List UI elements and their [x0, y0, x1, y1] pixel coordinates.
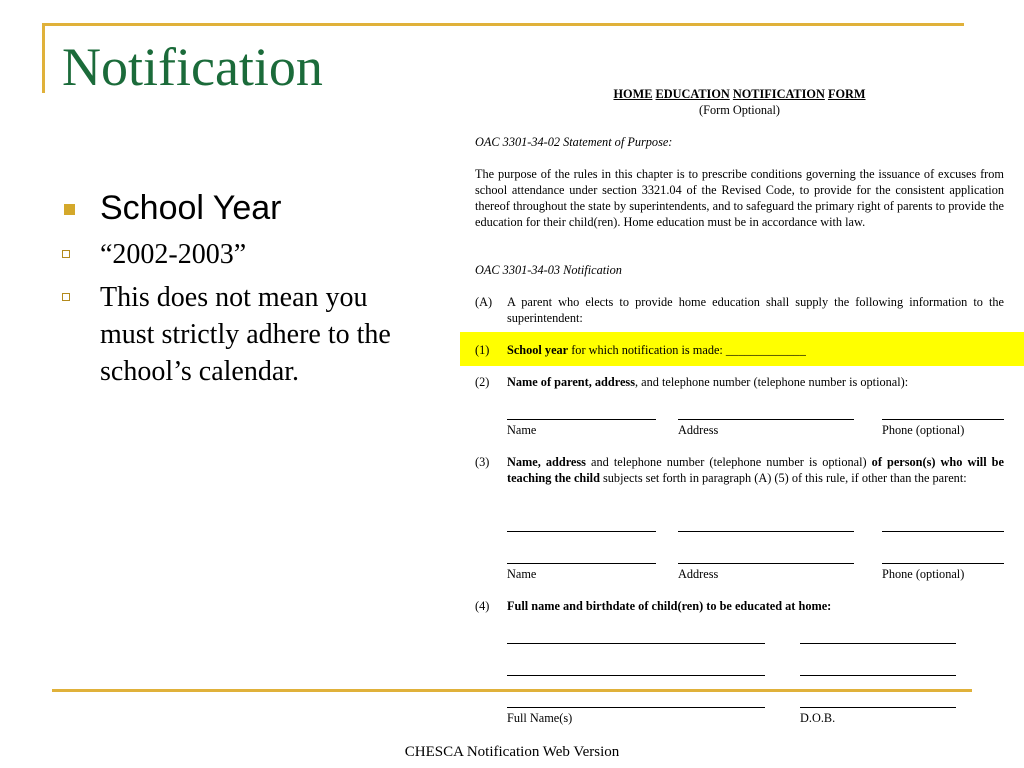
field-label: Address [678, 423, 719, 437]
form-subtitle: (Form Optional) [699, 103, 780, 117]
blank-line [507, 643, 765, 644]
section-heading: OAC 3301-34-02 Statement of Purpose: [475, 135, 673, 149]
blank-line [678, 563, 854, 564]
item-number: (2) [475, 375, 490, 389]
item-number: (4) [475, 599, 490, 613]
field-label: Name [507, 423, 537, 437]
blank-line [507, 675, 765, 676]
blank-line [800, 707, 956, 708]
item-text: Full name and birthdate of child(ren) to be educated at home: [507, 599, 832, 613]
bullet-text: This does not mean you must strictly adhere to the school’s calendar. [100, 282, 391, 387]
field-label: D.O.B. [800, 711, 836, 725]
bullet-main [62, 186, 402, 230]
item-number: (1) [475, 343, 490, 357]
item-number: (3) [475, 455, 490, 469]
blank-line [882, 563, 1004, 564]
field-label: Phone (optional) [882, 423, 965, 437]
blank-line [882, 419, 1004, 420]
blank-line [800, 643, 956, 644]
blank-line [800, 675, 956, 676]
bullet-list [62, 186, 402, 390]
purpose-paragraph: The purpose of the rules in this chapter is to prescribe conditions governing the issuance of excuses from school attendance under section 3321.04 of the Revised Code, to provide for the consistent application thereof throughout the state by superintendents, and to safeguard the primary right of parents to provide the education for their child(ren). Home education must be in accordance with law. [475, 167, 1004, 229]
field-label: Full Name(s) [507, 711, 573, 725]
blank-line [507, 531, 656, 532]
item-text: Name of parent, address, and telephone number (telephone number is optional): [507, 375, 909, 389]
blank-line [507, 563, 656, 564]
frame-top-rule [42, 23, 964, 26]
bullet-sub [62, 236, 402, 273]
item-text: Name, address and telephone number (telephone number is optional) of person(s) who will be teaching the child subjects set forth in paragraph (A) (5) of this rule, if other than the parent: [507, 455, 1004, 485]
slide-footer: CHESCA Notification Web Version [404, 744, 620, 760]
frame-bottom-rule [52, 689, 972, 692]
bullet-sub [62, 279, 402, 390]
field-label: Address [678, 567, 719, 581]
section-heading: OAC 3301-34-03 Notification [475, 263, 622, 277]
bullet-text: “2002-2003” [100, 239, 247, 270]
field-label: Phone (optional) [882, 567, 965, 581]
slide-title: Notification [62, 37, 323, 97]
square-bullet-icon [64, 204, 75, 215]
form-title: HOME EDUCATION NOTIFICATION FORM [613, 87, 866, 101]
bullet-text: School Year [100, 189, 282, 227]
frame-left-rule [42, 23, 45, 93]
field-label: Name [507, 567, 537, 581]
blank-line [507, 707, 765, 708]
blank-line [507, 419, 656, 420]
item-number: (A) [475, 295, 493, 309]
item-text: School year for which notification is made: _____________ [507, 343, 806, 357]
blank-line [678, 419, 854, 420]
hollow-square-bullet-icon [62, 250, 70, 258]
blank-line [678, 531, 854, 532]
blank-line [882, 531, 1004, 532]
hollow-square-bullet-icon [62, 293, 70, 301]
item-text: A parent who elects to provide home education shall supply the following information to the superintendent: [507, 295, 1004, 325]
